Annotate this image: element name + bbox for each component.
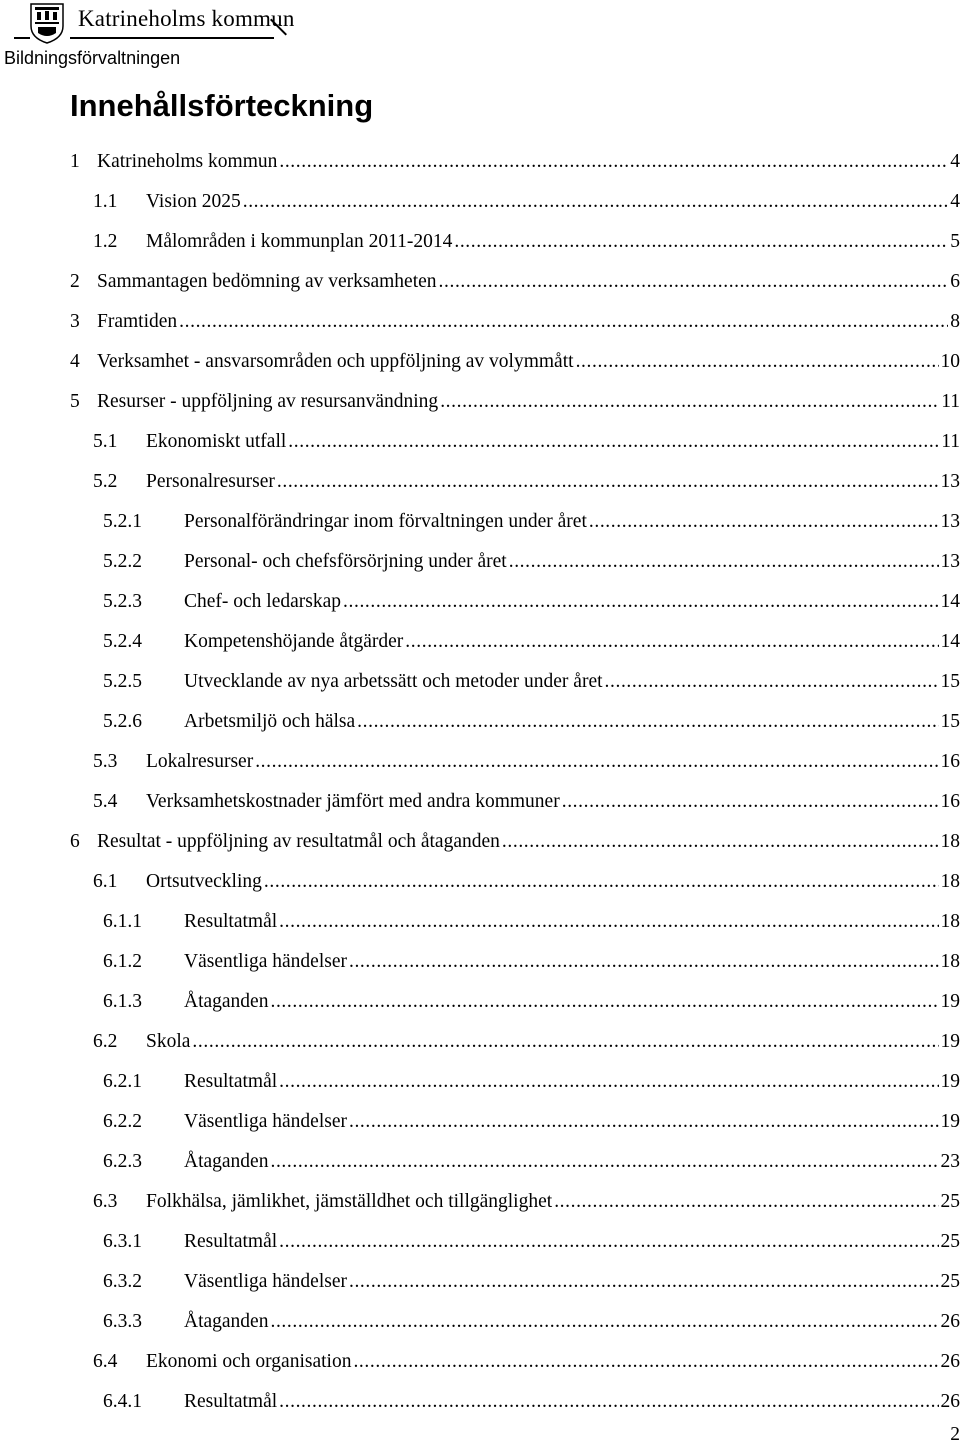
toc-entry-page: 18 <box>940 951 960 972</box>
toc-entry-label: Verksamhetskostnader jämfört med andra kommuner <box>146 791 560 812</box>
toc-entry-number: 6.4 <box>93 1351 118 1372</box>
toc-entry-label: Väsentliga händelser <box>184 951 347 972</box>
toc-leader-dots <box>440 391 939 413</box>
toc-entry-number: 3 <box>70 311 80 332</box>
toc-entry-number: 1.1 <box>93 191 118 212</box>
toc-entry-label: Väsentliga händelser <box>184 1111 347 1132</box>
logo-rule-right <box>70 37 274 39</box>
toc-entry-page: 15 <box>940 711 960 732</box>
municipality-logo-text: Katrineholms kommun <box>78 6 295 31</box>
toc-leader-dots <box>589 511 939 533</box>
toc-entry[interactable] <box>103 1382 960 1422</box>
toc-entry-number: 5.2.5 <box>103 671 142 692</box>
toc-entry-page: 25 <box>940 1231 960 1252</box>
toc-entry-number: 6.2.3 <box>103 1151 142 1172</box>
toc-entry-number: 6.3.2 <box>103 1271 142 1292</box>
toc-entry-label: Chef- och ledarskap <box>184 591 342 612</box>
toc-entry-page: 26 <box>940 1351 960 1372</box>
toc-entry-label: Arbetsmiljö och hälsa <box>184 711 356 732</box>
toc-entry-page: 13 <box>940 551 960 572</box>
toc-entry-page: 5 <box>950 231 960 252</box>
toc-entry[interactable] <box>103 622 960 662</box>
toc-entry[interactable] <box>103 662 960 702</box>
toc-entry-number: 6.3 <box>93 1191 118 1212</box>
toc-entry-page: 4 <box>950 191 960 212</box>
toc-entry-number: 5.2 <box>93 471 118 492</box>
toc-entry-page: 14 <box>940 631 960 652</box>
toc-entry-number: 6.2.1 <box>103 1071 142 1092</box>
toc-entry-number: 5.4 <box>93 791 118 812</box>
toc-entry-number: 5.2.6 <box>103 711 142 732</box>
toc-leader-dots <box>357 711 938 733</box>
page-header <box>0 0 960 80</box>
toc-entry[interactable] <box>93 742 960 782</box>
toc-entry-page: 19 <box>940 1111 960 1132</box>
toc-entry-label: Utvecklande av nya arbetssätt och metoder under året <box>184 671 603 692</box>
toc-leader-dots <box>349 1111 939 1133</box>
toc-entry[interactable] <box>103 1302 960 1342</box>
toc-entry-label: Resurser - uppföljning av resursanvändning <box>97 391 439 412</box>
toc-entry-page: 18 <box>940 911 960 932</box>
toc-entry-label: Vision 2025 <box>146 191 241 212</box>
toc-entry-number: 5.1 <box>93 431 118 452</box>
toc-entry-label: Resultatmål <box>184 911 278 932</box>
toc-entry-page: 10 <box>940 351 960 372</box>
toc-entry-label: Kompetenshöjande åtgärder <box>184 631 404 652</box>
toc-entry[interactable] <box>93 862 960 902</box>
toc-entry[interactable] <box>93 1342 960 1382</box>
toc-entry-page: 13 <box>940 511 960 532</box>
toc-entry[interactable] <box>103 1062 960 1102</box>
toc-leader-dots <box>264 871 939 893</box>
toc-entry-number: 6.3.1 <box>103 1231 142 1252</box>
toc-entry-label: Sammantagen bedömning av verksamheten <box>97 271 437 292</box>
toc-entry-number: 1.2 <box>93 231 118 252</box>
toc-entry[interactable] <box>70 142 960 182</box>
toc-leader-dots <box>605 671 939 693</box>
toc-entry-label: Resultat - uppföljning av resultatmål och åtaganden <box>97 831 500 852</box>
toc-entry-number: 6.2 <box>93 1031 118 1052</box>
toc-leader-dots <box>454 231 948 253</box>
toc-entry-label: Åtaganden <box>184 991 269 1012</box>
toc-entry-page: 16 <box>940 791 960 812</box>
toc-entry-page: 26 <box>940 1311 960 1332</box>
toc-entry-label: Folkhälsa, jämlikhet, jämställdhet och tillgänglighet <box>146 1191 553 1212</box>
toc-entry[interactable] <box>103 982 960 1022</box>
toc-entry-page: 19 <box>940 991 960 1012</box>
toc-entry-number: 5.2.4 <box>103 631 142 652</box>
toc-entry-label: Ortsutveckling <box>146 871 262 892</box>
toc-leader-dots <box>439 271 948 293</box>
toc-entry[interactable] <box>103 902 960 942</box>
department-name: Bildningsförvaltningen <box>4 48 181 68</box>
toc-entry-page: 14 <box>940 591 960 612</box>
toc-entry-label: Personalförändringar inom förvaltningen under året <box>184 511 587 532</box>
toc-entry[interactable] <box>103 702 960 742</box>
toc-leader-dots <box>576 351 939 373</box>
toc-entry-label: Personalresurser <box>146 471 275 492</box>
toc-entry-label: Skola <box>146 1031 191 1052</box>
toc-leader-dots <box>270 1311 938 1333</box>
toc-entry-page: 13 <box>940 471 960 492</box>
coat-of-arms-icon <box>29 2 65 44</box>
toc-leader-dots <box>562 791 939 813</box>
toc-entry[interactable] <box>70 342 960 382</box>
toc-entry[interactable] <box>103 942 960 982</box>
logo-rule-left <box>14 37 30 39</box>
toc-leader-dots <box>192 1031 938 1053</box>
toc-entry-label: Målområden i kommunplan 2011-2014 <box>146 231 453 252</box>
toc-leader-dots <box>502 831 939 853</box>
toc-entry-label: Åtaganden <box>184 1311 269 1332</box>
toc-entry-number: 2 <box>70 271 80 292</box>
toc-entry-page: 8 <box>950 311 960 332</box>
toc-entry-number: 6.4.1 <box>103 1391 142 1412</box>
toc-leader-dots <box>353 1351 938 1373</box>
toc-entry[interactable] <box>103 502 960 542</box>
toc-entry[interactable] <box>103 1102 960 1142</box>
toc-entry-number: 5.2.3 <box>103 591 142 612</box>
toc-leader-dots <box>288 431 939 453</box>
toc-entry[interactable] <box>70 822 960 862</box>
toc-entry-number: 6.1.1 <box>103 911 142 932</box>
toc-entry-label: Katrineholms kommun <box>97 151 278 172</box>
page-title: Innehållsförteckning <box>70 88 374 123</box>
toc-entry[interactable] <box>103 1142 960 1182</box>
toc-entry[interactable] <box>70 262 960 302</box>
toc-leader-dots <box>405 631 938 653</box>
page-number: 2 <box>950 1424 960 1445</box>
toc-leader-dots <box>349 1271 939 1293</box>
toc-entry-number: 6.1.3 <box>103 991 142 1012</box>
toc-entry-page: 11 <box>941 391 960 412</box>
toc-leader-dots <box>277 471 939 493</box>
toc-entry-page: 18 <box>940 831 960 852</box>
toc-leader-dots <box>179 311 948 333</box>
toc-entry-label: Åtaganden <box>184 1151 269 1172</box>
toc-entry-page: 4 <box>950 151 960 172</box>
toc-leader-dots <box>343 591 938 613</box>
toc-entry-number: 5 <box>70 391 80 412</box>
toc-entry-number: 6.3.3 <box>103 1311 142 1332</box>
toc-entry[interactable] <box>93 462 960 502</box>
toc-entry-page: 6 <box>950 271 960 292</box>
toc-leader-dots <box>554 1191 938 1213</box>
toc-leader-dots <box>279 1231 938 1253</box>
toc-entry-page: 26 <box>940 1391 960 1412</box>
toc-entry-page: 19 <box>940 1071 960 1092</box>
toc-entry-label: Personal- och chefsförsörjning under året <box>184 551 507 572</box>
toc-entry-label: Resultatmål <box>184 1071 278 1092</box>
toc-entry[interactable] <box>103 582 960 622</box>
toc-entry-page: 11 <box>941 431 960 452</box>
toc-entry-label: Framtiden <box>97 311 178 332</box>
toc-entry[interactable] <box>103 1262 960 1302</box>
toc-entry-number: 4 <box>70 351 80 372</box>
toc-leader-dots <box>243 191 948 213</box>
toc-entry-number: 6.1.2 <box>103 951 142 972</box>
toc-entry-label: Resultatmål <box>184 1231 278 1252</box>
toc-entry-number: 1 <box>70 151 80 172</box>
toc-leader-dots <box>279 911 938 933</box>
toc-entry-page: 23 <box>940 1151 960 1172</box>
toc-leader-dots <box>270 1151 938 1173</box>
toc-entry-label: Ekonomiskt utfall <box>146 431 287 452</box>
toc-entry-number: 6 <box>70 831 80 852</box>
toc-entry[interactable] <box>103 542 960 582</box>
toc-entry-label: Verksamhet - ansvarsområden och uppföljning av volymmått <box>97 351 574 372</box>
toc-entry-page: 19 <box>940 1031 960 1052</box>
toc-entry[interactable] <box>70 302 960 342</box>
toc-leader-dots <box>509 551 939 573</box>
toc-entry[interactable] <box>70 382 960 422</box>
toc-entry[interactable] <box>103 1222 960 1262</box>
toc-entry-label: Lokalresurser <box>146 751 254 772</box>
toc-leader-dots <box>349 951 939 973</box>
toc-entry-label: Resultatmål <box>184 1391 278 1412</box>
toc-entry-number: 6.1 <box>93 871 118 892</box>
toc-leader-dots <box>270 991 938 1013</box>
toc-entry[interactable] <box>93 182 960 222</box>
toc-entry-label: Ekonomi och organisation <box>146 1351 352 1372</box>
toc-entry[interactable] <box>93 1022 960 1062</box>
toc-entry-page: 25 <box>940 1191 960 1212</box>
toc-entry-label: Väsentliga händelser <box>184 1271 347 1292</box>
toc-entry-number: 5.3 <box>93 751 118 772</box>
toc-entry[interactable] <box>93 422 960 462</box>
toc-entry-page: 18 <box>940 871 960 892</box>
toc-entry-page: 16 <box>940 751 960 772</box>
toc-entry-number: 6.2.2 <box>103 1111 142 1132</box>
toc-entry-number: 5.2.1 <box>103 511 142 532</box>
toc-leader-dots <box>279 1391 938 1413</box>
toc-entry[interactable] <box>93 222 960 262</box>
toc-entry-page: 25 <box>940 1271 960 1292</box>
toc-leader-dots <box>279 151 948 173</box>
toc-leader-dots <box>279 1071 938 1093</box>
toc-entry-number: 5.2.2 <box>103 551 142 572</box>
toc-entry[interactable] <box>93 782 960 822</box>
toc-entry[interactable] <box>93 1182 960 1222</box>
toc-entry-page: 15 <box>940 671 960 692</box>
toc-leader-dots <box>255 751 938 773</box>
